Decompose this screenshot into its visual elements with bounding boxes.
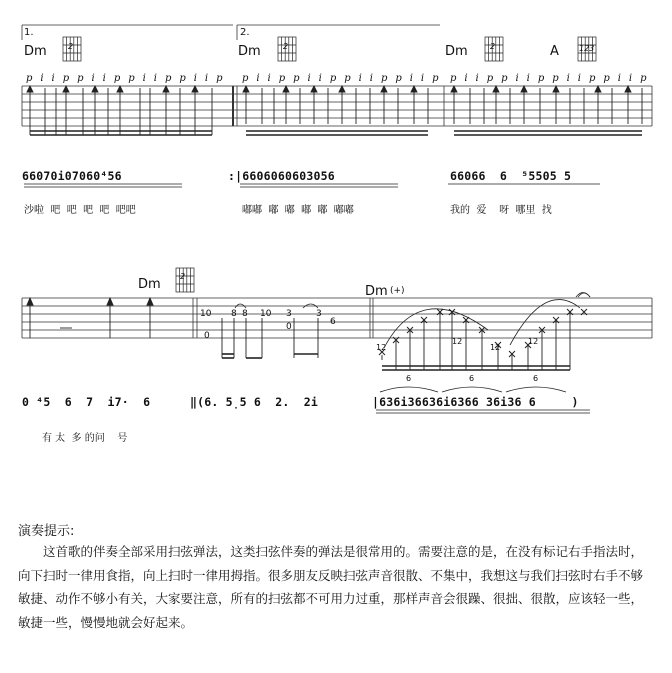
chord-dm-3-fingering: 2 <box>490 42 496 51</box>
tips-title: 演奏提示: <box>18 524 75 539</box>
fret-number: 10 <box>260 309 272 319</box>
sextuplet-mark: 6 <box>469 374 475 383</box>
sextuplet-mark: 6 <box>406 374 412 383</box>
fret-number: 6 <box>330 317 336 327</box>
numbered-notes-row2-1: 0 ⁴5 6 7 i7· 6 <box>22 395 151 409</box>
harmonic-fret: 12 <box>376 343 387 352</box>
fret-number: 3 <box>286 309 292 319</box>
chord-dm-3: Dm <box>445 44 468 59</box>
harmonic-fret: 12 <box>490 343 501 352</box>
chord-dm-row2-fingering: 2 <box>180 272 186 281</box>
fret-number: 0 <box>286 322 292 332</box>
numbered-notes-row2-3: |636i36636i6366 36i36 6 ) <box>372 395 579 409</box>
fret-number: 8 <box>242 309 248 319</box>
chord-dm-row2: Dm <box>138 277 161 292</box>
plus-mark: (+) <box>390 286 405 296</box>
chord-a-fingering: 123 <box>579 44 595 53</box>
harmonic-fret: 12 <box>528 337 539 346</box>
volta-2: 2. <box>240 27 250 38</box>
fret-number: 8 <box>231 309 237 319</box>
sextuplet-mark: 6 <box>533 374 539 383</box>
numbered-notes-2: :|6606060603056 <box>228 169 335 183</box>
lyrics-1: 沙啦 吧 吧 吧 吧 吧吧 <box>24 205 136 216</box>
numbered-notes-3: 66066 6 ⁵5505 5 <box>450 169 572 183</box>
harmonic-fret: 12 <box>452 337 463 346</box>
strum-pattern-3: p i i p p i i p p i i p p i i p <box>450 73 647 84</box>
lyrics-2: 嘟嘟 嘟 嘟 嘟 嘟 嘟嘟 <box>242 205 354 216</box>
numbered-notes-1: 66070i07060⁴56 <box>22 169 122 183</box>
volta-1: 1. <box>24 27 34 38</box>
strum-pattern-2: p i i p p i i p p i i p p i i p <box>242 73 439 84</box>
lyrics-row2: 有 太 多 的问 号 <box>42 433 128 444</box>
tips-paragraph: 这首歌的伴奏全部采用扫弦弹法，这类扫弦伴奏的弹法是很常用的。需要注意的是，在没有标记右手指法时，向下扫时一律用食指，向上扫时一律用拇指。很多朋友反映扫弦声音很散、不集中，我想这与我们扫弦时右手不够敏捷、动作不够小有关，大家要注意，所有的扫弦都不可用力过重，那样声音会很躁、很拙、很散，应该轻一些，敏捷一些，慢慢地就会好起来。 <box>18 544 644 630</box>
chord-a: A <box>550 44 559 59</box>
fret-number: 0 <box>204 331 210 341</box>
strum-pattern-1: p i i p p i i p p i i p p i i p <box>26 73 223 84</box>
lyrics-3: 我的 爱 呀 哪里 找 <box>450 205 552 216</box>
chord-dm-2-fingering: 2 <box>283 42 289 51</box>
chord-dm-1-fingering: 2 <box>68 42 74 51</box>
fret-number: 10 <box>200 309 212 319</box>
chord-dm-plus: Dm <box>365 284 388 299</box>
chord-dm-1: Dm <box>24 44 47 59</box>
chord-dm-2: Dm <box>238 44 261 59</box>
numbered-notes-row2-2: ‖(6. 5̣5 6 2. 2i <box>190 395 319 409</box>
fret-number: 3 <box>316 309 322 319</box>
